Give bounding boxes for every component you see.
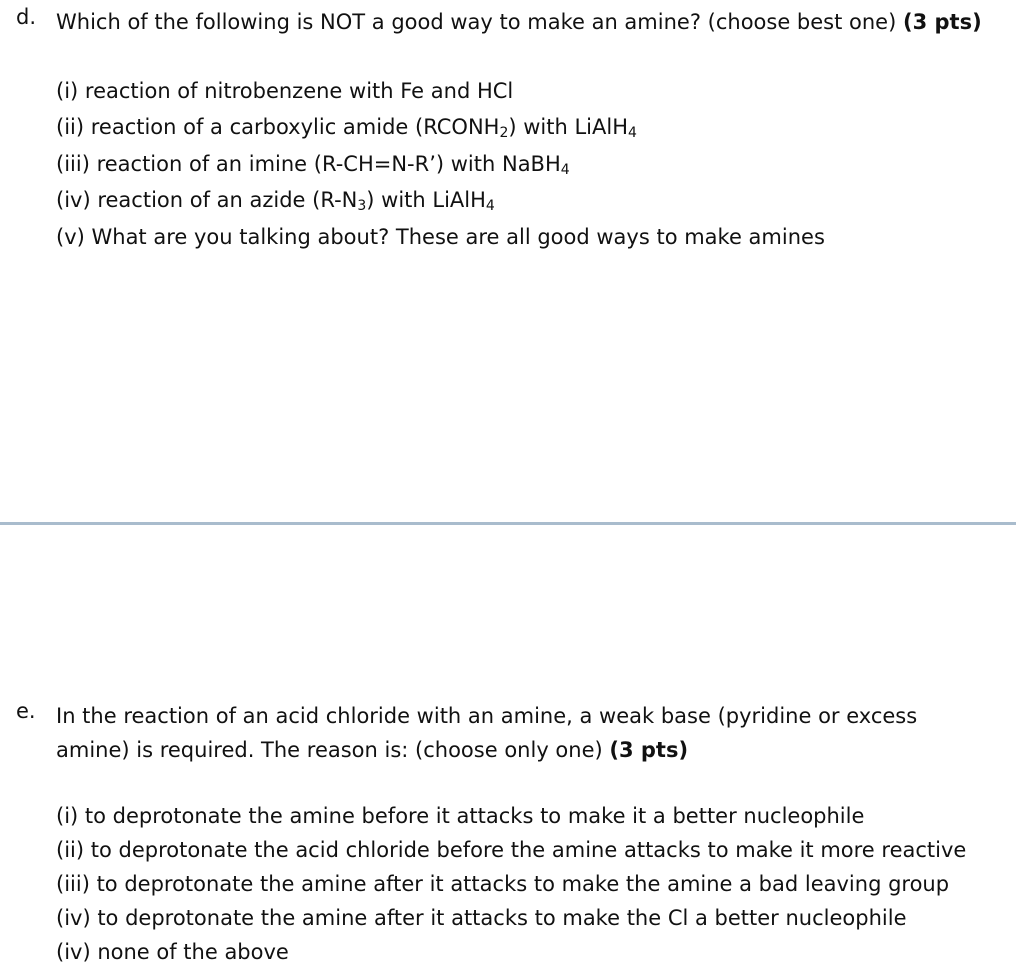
option-d-4 [56,188,495,212]
question-e-points: (3 pts) [609,738,689,762]
option-d-2-text-a: (ii) reaction of a carboxylic amide (RCONH [56,115,500,139]
question-d-letter: d. [16,5,37,29]
option-e-4: (iv) to deprotonate the amine after it attacks to make the Cl a better nucleophile [56,906,907,930]
option-d-4-subscript-b: 4 [485,198,495,214]
option-d-3-text-a: (iii) reaction of an imine (R-CH=N-R’) with NaBH [56,152,561,176]
option-d-1 [56,79,513,103]
option-d-1-text: (i) reaction of nitrobenzene with Fe and HCl [56,79,514,103]
question-e-prompt-text: In the reaction of an acid chloride with an amine, a weak base (pyridine or excess amine) is required. The reason is: (choose only one) [56,704,918,762]
question-e-letter: e. [16,699,36,723]
option-d-2-subscript-b: 4 [628,125,637,141]
option-d-4-text-b: ) with LiAlH [366,188,486,212]
option-d-4-text-a: (iv) reaction of an azide (R-N [56,188,358,212]
option-d-3 [56,152,570,176]
question-e-prompt [56,699,936,767]
option-d-4-subscript-a: 3 [357,198,367,214]
option-d-3-subscript-a: 4 [560,162,570,178]
section-divider [0,522,1016,525]
option-e-5: (iv) none of the above [56,940,289,964]
question-d-prompt-text: Which of the following is NOT a good way to make an amine? (choose best one) [56,10,903,34]
question-d-prompt [56,5,986,39]
option-e-2: (ii) to deprotonate the acid chloride before the amine attacks to make it more reactive [56,838,967,862]
option-d-2-text-b: ) with LiAlH [508,115,628,139]
option-e-3: (iii) to deprotonate the amine after it attacks to make the amine a bad leaving group [56,872,950,896]
option-d-5-text: (v) What are you talking about? These are all good ways to make amines [56,225,825,249]
question-d-points: (3 pts) [902,10,982,34]
option-d-5 [56,225,825,249]
option-d-2 [56,115,637,139]
option-e-1: (i) to deprotonate the amine before it attacks to make it a better nucleophile [56,804,865,828]
option-d-2-subscript-a: 2 [499,125,509,141]
